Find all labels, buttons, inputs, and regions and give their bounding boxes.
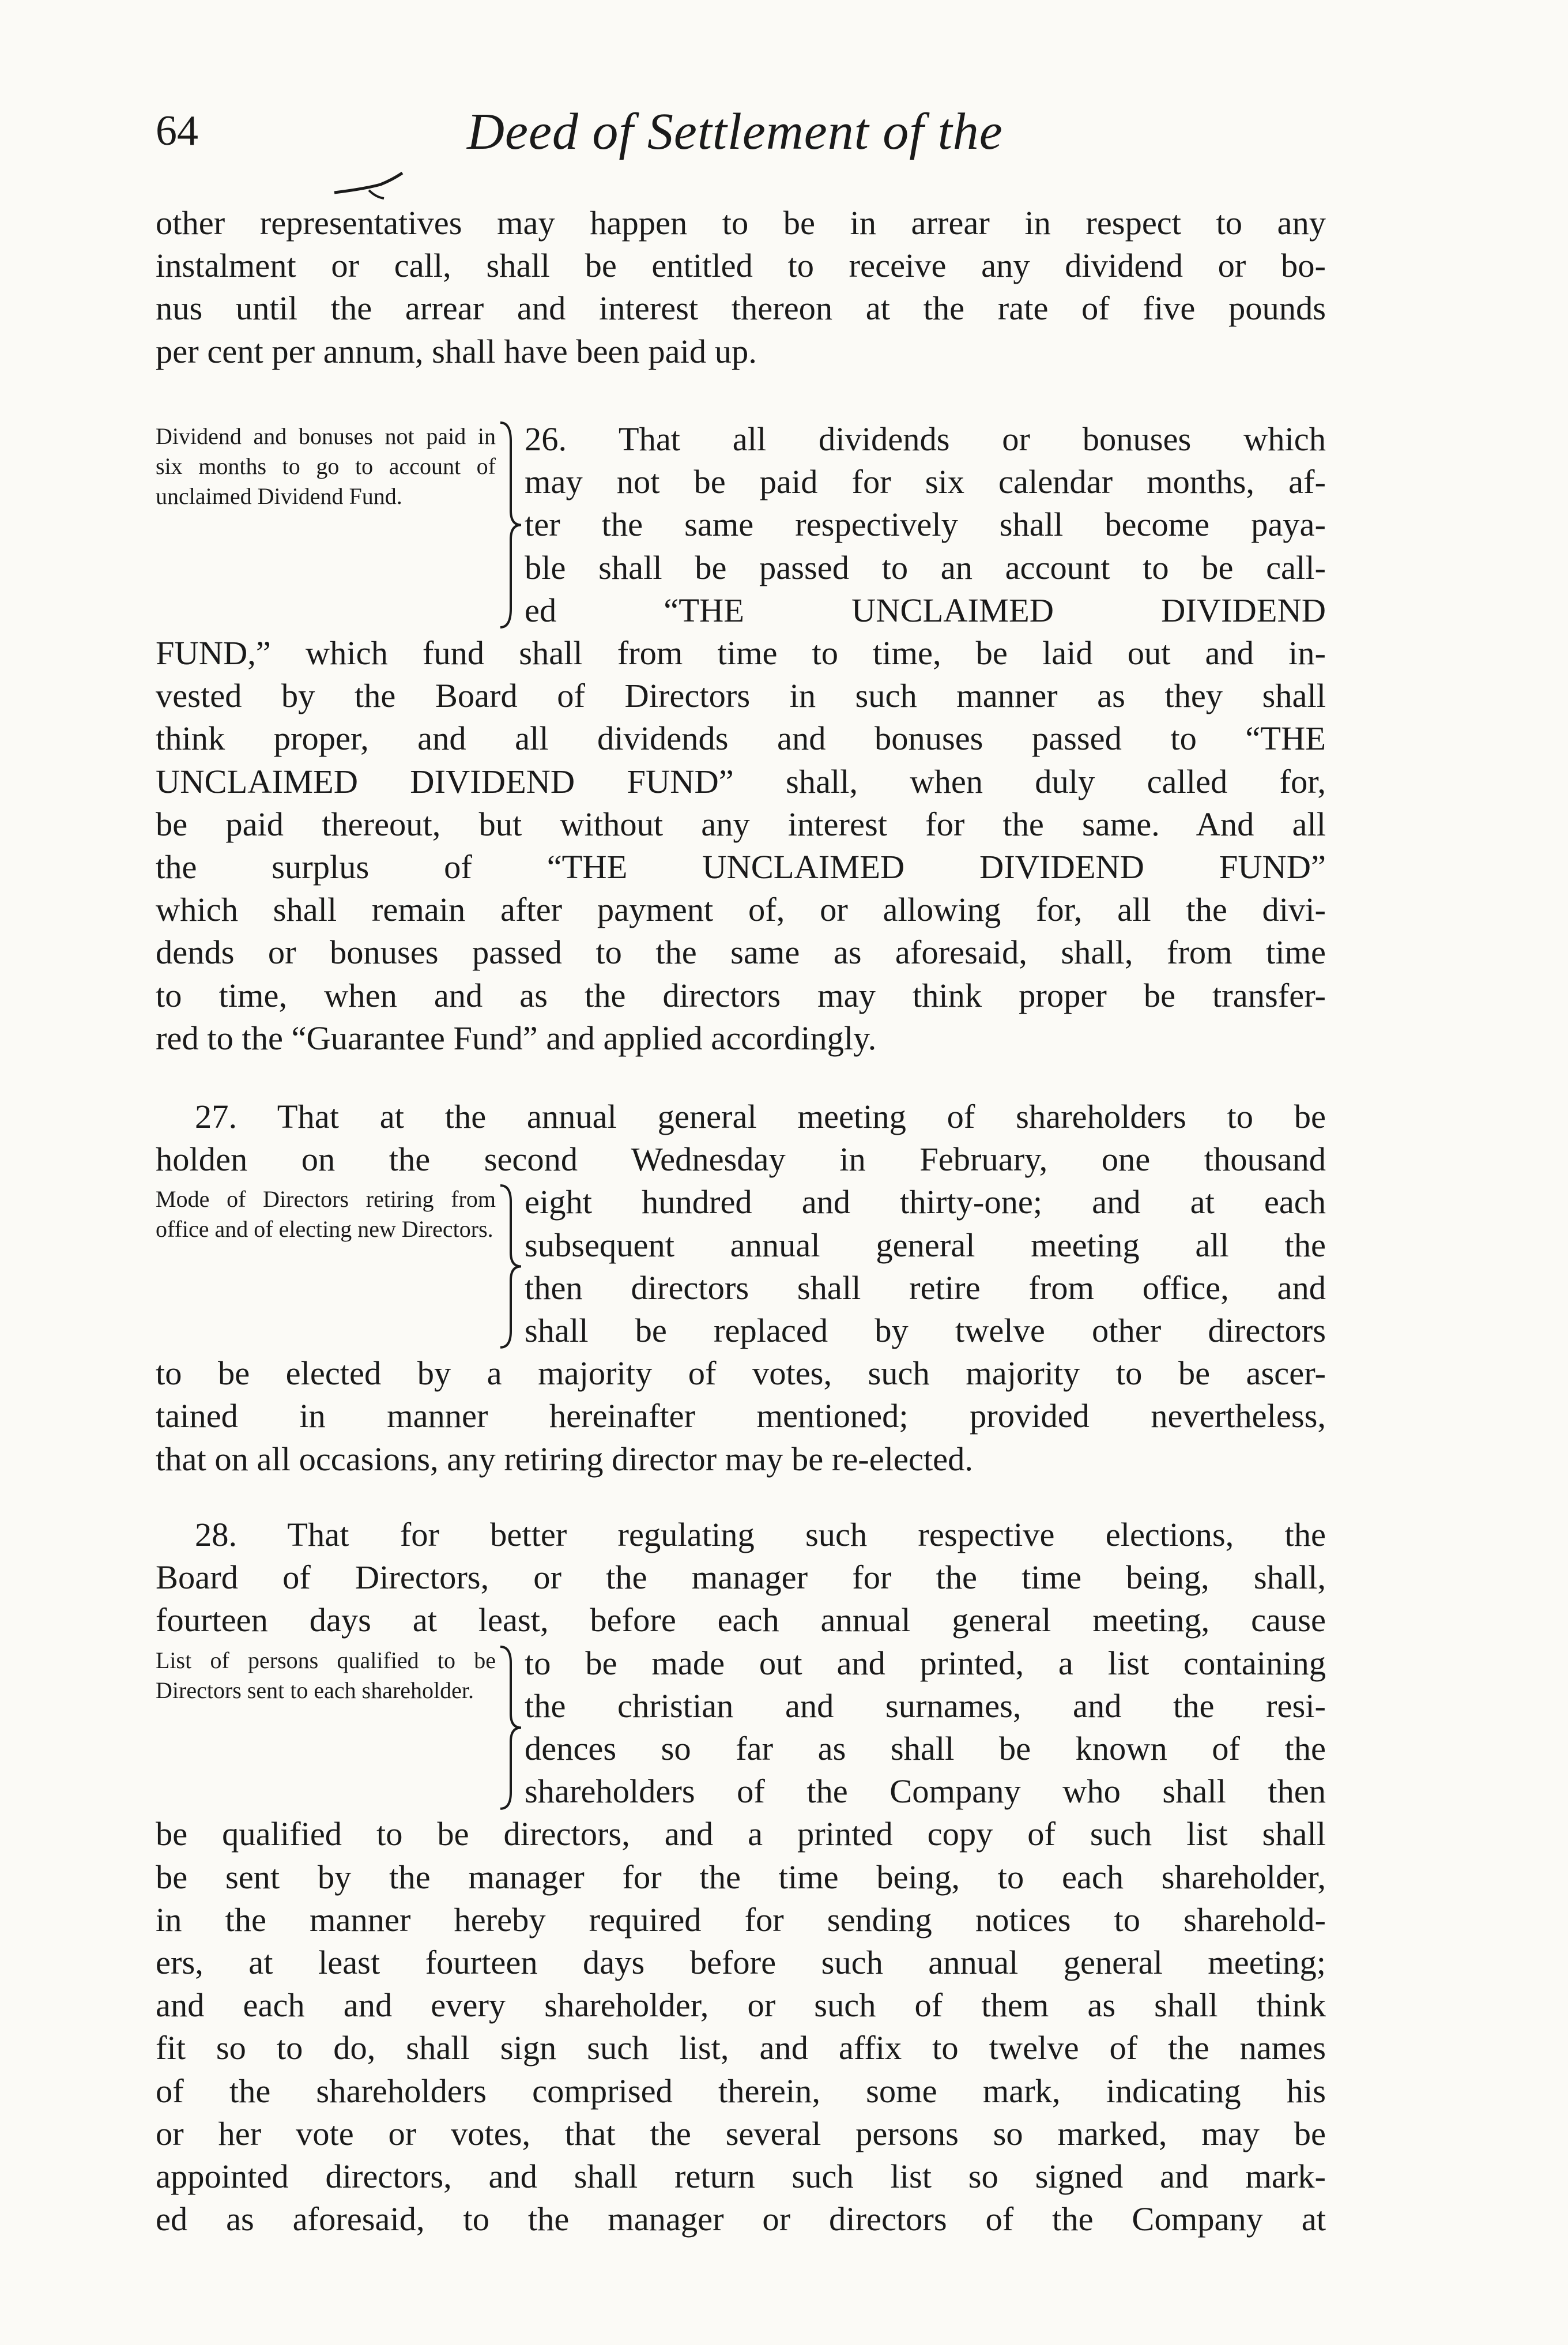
clause-27-body	[156, 1352, 1326, 1481]
brace	[496, 1181, 525, 1352]
clause-26	[156, 418, 1326, 1060]
brace-shape	[496, 1181, 525, 1352]
text-line: 28. That for better regulating such respective elections, the	[195, 1516, 1326, 1553]
text-line: the christian and surnames, and the resi-	[525, 1687, 1326, 1725]
text-line: be sent by the manager for the time being, to each shareholder,	[156, 1858, 1326, 1896]
brace	[496, 1642, 525, 1813]
continuation-paragraph	[156, 202, 1326, 373]
text-line: dends or bonuses passed to the same as aforesaid, shall, from time	[156, 934, 1326, 972]
text-line: nus until the arrear and interest thereon at the rate of five pounds	[156, 289, 1326, 328]
margin-note-clause-28	[156, 1642, 496, 1813]
clause-26-head	[156, 418, 1326, 632]
text-line: shall be replaced by twelve other directors	[525, 1312, 1326, 1350]
margin-note-text: Mode of Directors retiring from office and of electing new Directors.	[156, 1186, 496, 1243]
clause-27-lead	[156, 1096, 1326, 1181]
text-line: ble shall be passed to an account to be call-	[525, 548, 1326, 586]
text-line: red to the “Guarantee Fund” and applied accordingly.	[156, 1019, 877, 1057]
brace	[496, 418, 525, 632]
clause-26-body	[156, 632, 1326, 1060]
clause-27-head	[156, 1181, 1326, 1352]
text-line: vested by the Board of Directors in such manner as they shall	[156, 677, 1326, 715]
text-line: per cent per annum, shall have been paid up.	[156, 332, 757, 370]
clause-28-body	[156, 1813, 1326, 2241]
text-line: ed “THE UNCLAIMED DIVIDEND	[525, 591, 1326, 629]
text-line: ed as aforesaid, to the manager or directors of the Company at	[156, 2200, 1326, 2238]
text-line: 27. That at the annual general meeting of shareholders to be	[195, 1098, 1326, 1135]
clause-27	[156, 1096, 1326, 1481]
text-line: or her vote or votes, that the several persons so marked, may be	[156, 2114, 1326, 2152]
clause-28-head	[156, 1642, 1326, 1813]
running-title: Deed of Settlement of the	[467, 103, 1003, 160]
page-number: 64	[156, 107, 198, 155]
running-head	[156, 103, 1326, 176]
clause-28	[156, 1514, 1326, 2241]
text-line: to time, when and as the directors may think proper be transfer-	[156, 976, 1326, 1014]
text-line: in the manner hereby required for sending notices to sharehold-	[156, 1900, 1326, 1939]
text-line: that on all occasions, any retiring director may be re-elected.	[156, 1440, 974, 1478]
margin-note-text: List of persons qualified to be Directors sent to each shareholder.	[156, 1647, 496, 1703]
text-line: and each and every shareholder, or such of them as shall think	[156, 1986, 1326, 2024]
clause-27-side-text	[525, 1181, 1326, 1352]
clause-28-lead	[156, 1514, 1326, 1642]
text-line: holden on the second Wednesday in February, one thousand	[156, 1140, 1326, 1179]
text-line: ers, at least fourteen days before such annual general meeting;	[156, 1944, 1326, 1982]
text-line: fit so to do, shall sign such list, and affix to twelve of the names	[156, 2029, 1326, 2067]
text-line: ter the same respectively shall become paya-	[525, 506, 1326, 544]
text-line: then directors shall retire from office, and	[525, 1269, 1326, 1307]
text-line: which shall remain after payment of, or allowing for, all the divi-	[156, 891, 1326, 929]
text-line: may not be paid for six calendar months, af-	[525, 463, 1326, 501]
clause-26-side-text	[525, 418, 1326, 632]
text-line: instalment or call, shall be entitled to receive any dividend or bo-	[156, 247, 1326, 285]
text-line: FUND,” which fund shall from time to time, be laid out and in-	[156, 634, 1326, 672]
text-line: other representatives may happen to be in arrear in respect to any	[156, 204, 1326, 242]
clause-28-side-text	[525, 1642, 1326, 1813]
text-line: shareholders of the Company who shall then	[525, 1772, 1326, 1810]
ornament-flourish	[329, 167, 409, 202]
text-line: appointed directors, and shall return such list so signed and mark-	[156, 2158, 1326, 2196]
text-line: of the shareholders comprised therein, some mark, indicating his	[156, 2072, 1326, 2110]
margin-note-clause-26	[156, 418, 496, 632]
text-line: eight hundred and thirty-one; and at each	[525, 1183, 1326, 1221]
text-line: subsequent annual general meeting all the	[525, 1226, 1326, 1264]
text-line: think proper, and all dividends and bonuses passed to “THE	[156, 720, 1326, 758]
text-line: to be made out and printed, a list containing	[525, 1644, 1326, 1682]
text-line: the surplus of “THE UNCLAIMED DIVIDEND FUND”	[156, 848, 1326, 886]
text-line: 26. That all dividends or bonuses which	[525, 420, 1326, 458]
text-line: dences so far as shall be known of the	[525, 1730, 1326, 1768]
brace-shape	[496, 1642, 525, 1813]
text-line: tained in manner hereinafter mentioned; provided nevertheless,	[156, 1397, 1326, 1435]
text-line: Board of Directors, or the manager for the time being, shall,	[156, 1559, 1326, 1597]
margin-note-text: Dividend and bonuses not paid in six months to go to account of unclaimed Dividend Fund.	[156, 423, 496, 509]
text-line: UNCLAIMED DIVIDEND FUND” shall, when duly called for,	[156, 762, 1326, 800]
brace-shape	[496, 418, 525, 632]
text-line: to be elected by a majority of votes, such majority to be ascer-	[156, 1354, 1326, 1392]
text-line: fourteen days at least, before each annual general meeting, cause	[156, 1601, 1326, 1639]
text-line: be qualified to be directors, and a printed copy of such list shall	[156, 1815, 1326, 1853]
margin-note-clause-27	[156, 1181, 496, 1352]
text-line: be paid thereout, but without any interest for the same. And all	[156, 805, 1326, 843]
